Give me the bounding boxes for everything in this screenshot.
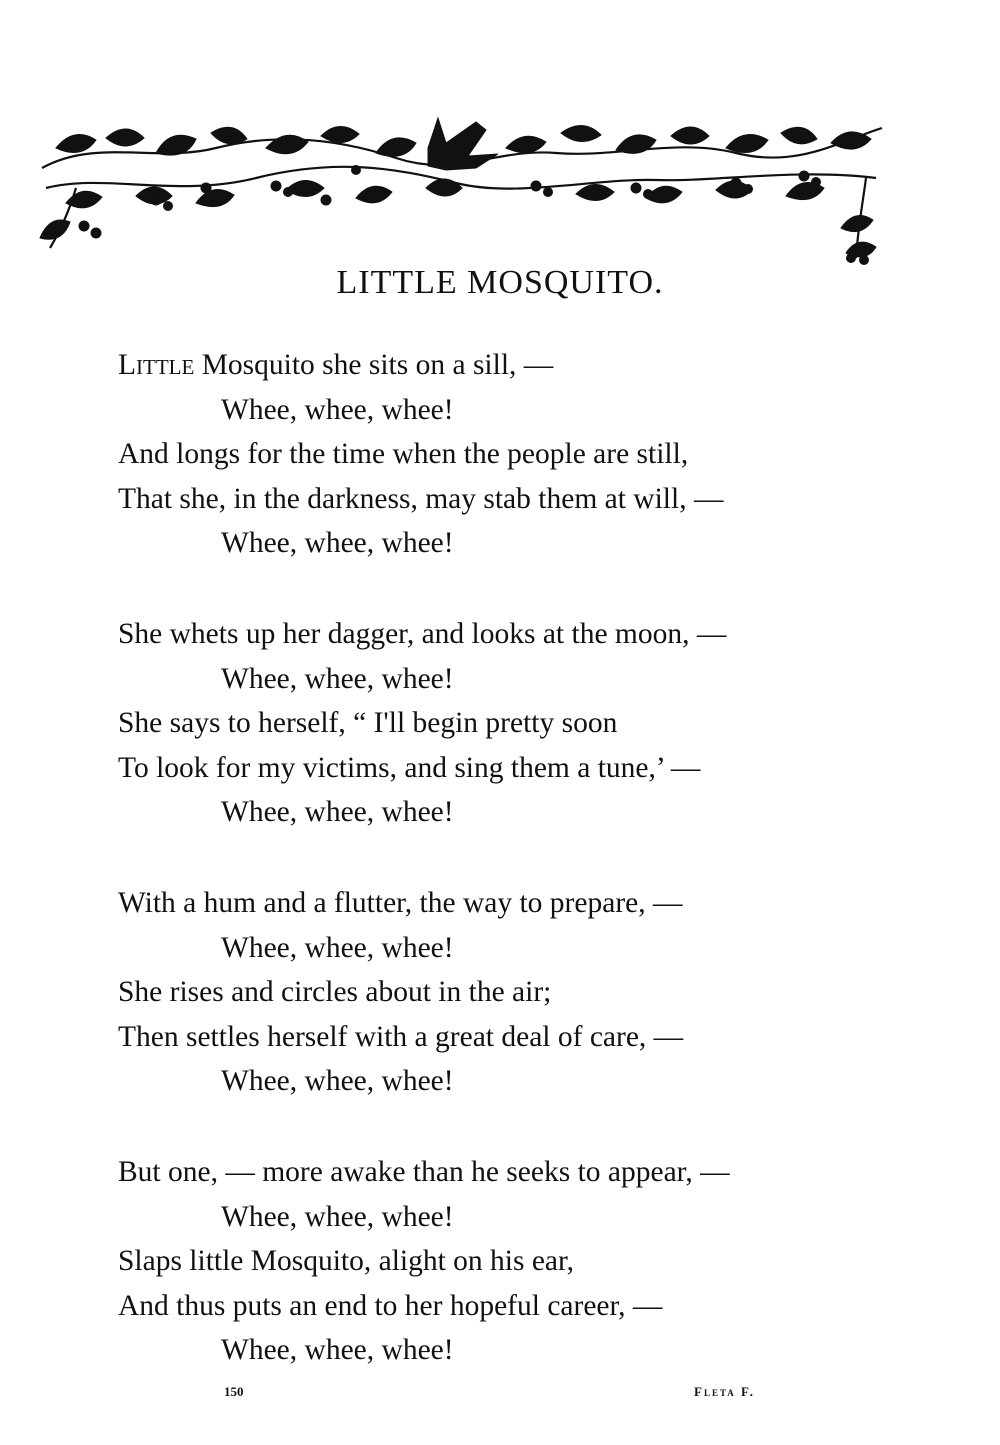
stanza-2 [118, 612, 918, 835]
stanza-1 [118, 343, 918, 566]
refrain-line: Whee, whee, whee! [221, 1065, 454, 1098]
stanza-4 [118, 1150, 918, 1373]
refrain-line: Whee, whee, whee! [221, 1334, 454, 1367]
poem-body [118, 343, 918, 1419]
poem-line: She says to herself, “ I'll begin pretty soon [118, 707, 618, 740]
poem-line: To look for my victims, and sing them a tune,’ — [118, 751, 701, 784]
poem-line: That she, in the darkness, may stab them at will, — [118, 482, 724, 515]
refrain-line: Whee, whee, whee! [221, 1200, 454, 1233]
drop-word: Little [118, 349, 195, 381]
poem-line [118, 343, 918, 388]
stanza-3 [118, 881, 918, 1104]
poem-line: She rises and circles about in the air; [118, 976, 552, 1009]
refrain-line: Whee, whee, whee! [221, 796, 454, 829]
page-title: LITTLE MOSQUITO. [336, 264, 664, 301]
refrain-line: Whee, whee, whee! [221, 931, 454, 964]
author-signature: Fleta F. [694, 1384, 756, 1399]
leafy-vine-with-bird-icon [36, 108, 884, 268]
poem-line: Then settles herself with a great deal of care, — [118, 1020, 684, 1053]
poem-line: And thus puts an end to her hopeful career, — [118, 1289, 663, 1322]
poem-line: And longs for the time when the people are still, [118, 438, 689, 471]
poem-line: Slaps little Mosquito, alight on his ear, [118, 1245, 575, 1278]
poem-line: She whets up her dagger, and looks at the moon, — [118, 617, 727, 650]
refrain-line: Whee, whee, whee! [221, 393, 454, 426]
poem-line: With a hum and a flutter, the way to prepare, — [118, 886, 683, 919]
refrain-line: Whee, whee, whee! [221, 662, 454, 695]
refrain-line: Whee, whee, whee! [221, 527, 454, 560]
page-number: 150 [224, 1384, 244, 1399]
line-text: Mosquito she sits on a sill, — [194, 349, 554, 381]
poem-line: But one, — more awake than he seeks to appear, — [118, 1155, 730, 1188]
